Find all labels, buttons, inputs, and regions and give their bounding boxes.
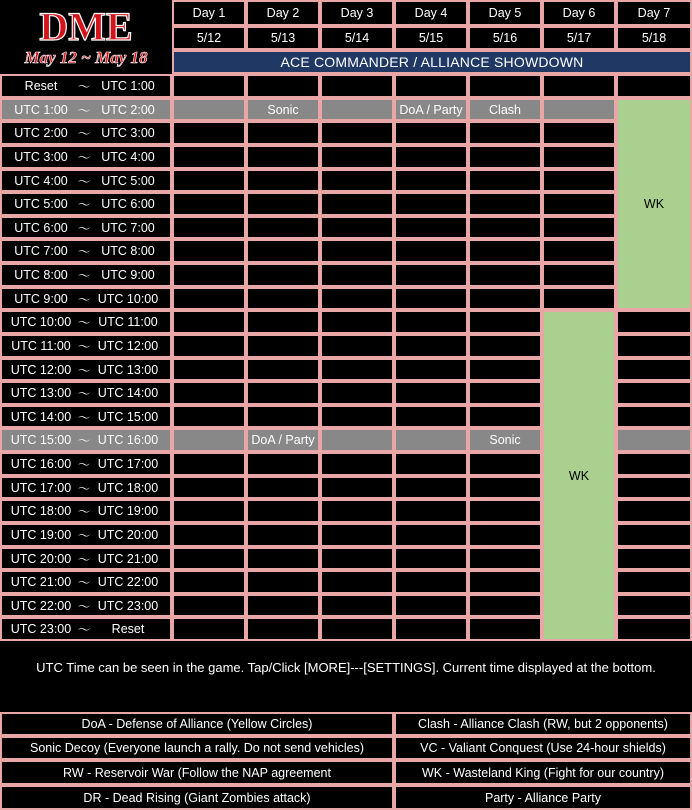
time-to: UTC 6:00: [101, 197, 155, 211]
schedule-cell: [468, 287, 542, 310]
tilde: ～: [77, 552, 91, 567]
time-slot-label: [0, 216, 172, 239]
schedule-cell: [394, 216, 468, 239]
schedule-cell: [246, 145, 320, 169]
schedule-cell: [172, 287, 246, 310]
schedule-cell: [172, 358, 246, 381]
time-from: UTC 2:00: [14, 126, 68, 140]
schedule-cell: [468, 570, 542, 594]
schedule-cell: [616, 428, 692, 452]
schedule-cell: [246, 381, 320, 405]
legend-item: DoA - Defense of Alliance (Yellow Circles): [0, 712, 394, 736]
time-slot-label: [0, 310, 172, 334]
schedule-cell: [468, 310, 542, 334]
schedule-cell: [172, 145, 246, 169]
schedule-cell: [616, 334, 692, 358]
time-slot-label: [0, 74, 172, 98]
time-slot-label: [0, 499, 172, 523]
schedule-cell: [246, 617, 320, 641]
event-banner: ACE COMMANDER / ALLIANCE SHOWDOWN: [172, 50, 692, 74]
time-slot-label: [0, 145, 172, 169]
time-from: Reset: [24, 79, 58, 93]
time-from: UTC 4:00: [14, 173, 68, 188]
schedule-cell: [320, 216, 394, 239]
schedule-cell: [246, 287, 320, 310]
schedule-cell: [542, 74, 616, 98]
time-from: UTC 13:00: [10, 386, 72, 400]
time-slot-label: [0, 570, 172, 594]
time-to: UTC 1:00: [101, 79, 155, 93]
schedule-cell: [320, 547, 394, 570]
schedule-cell: [542, 169, 616, 192]
schedule-cell: [246, 570, 320, 594]
schedule-cell: [468, 334, 542, 358]
schedule-cell: [616, 570, 692, 594]
schedule-cell: [246, 74, 320, 98]
tilde: ～: [77, 151, 91, 165]
schedule-cell: [320, 381, 394, 405]
tilde: ～: [77, 316, 91, 330]
schedule-cell: [320, 523, 394, 547]
time-from: UTC 1:00: [14, 102, 68, 117]
legend-item: RW - Reservoir War (Follow the NAP agreement: [0, 760, 394, 785]
schedule-cell: [468, 121, 542, 145]
event-cell: DoA / Party: [394, 98, 468, 121]
schedule-cell: [468, 617, 542, 641]
time-to: UTC 9:00: [101, 268, 155, 282]
schedule-cell: [468, 145, 542, 169]
day-header: Day 1: [172, 0, 246, 26]
time-to: Reset: [111, 622, 145, 636]
schedule-cell: [246, 405, 320, 428]
tilde: ～: [77, 481, 91, 496]
schedule-cell: [394, 499, 468, 523]
logo-title: DME: [39, 4, 133, 49]
time-to: UTC 12:00: [97, 339, 159, 353]
time-to: UTC 8:00: [101, 244, 155, 258]
time-to: UTC 18:00: [97, 480, 159, 495]
time-to: UTC 5:00: [101, 173, 155, 188]
schedule-cell: [320, 98, 394, 121]
schedule-cell: [246, 334, 320, 358]
schedule-cell: [172, 523, 246, 547]
schedule-cell: [320, 617, 394, 641]
time-from: UTC 20:00: [10, 551, 72, 566]
schedule-cell: [172, 405, 246, 428]
schedule-cell: [320, 452, 394, 476]
schedule-cell: [616, 523, 692, 547]
tilde: ～: [77, 174, 91, 189]
time-to: UTC 20:00: [97, 528, 159, 542]
schedule-cell: [616, 617, 692, 641]
time-from: UTC 22:00: [10, 598, 72, 613]
schedule-cell: [246, 594, 320, 617]
schedule-cell: [320, 594, 394, 617]
schedule-cell: [468, 547, 542, 570]
date-header: 5/17: [542, 26, 616, 50]
time-slot-label: [0, 192, 172, 216]
schedule-cell: [542, 145, 616, 169]
time-from: UTC 9:00: [14, 291, 68, 306]
tilde: ～: [77, 340, 91, 354]
tilde: ～: [77, 292, 91, 307]
time-from: UTC 8:00: [14, 268, 68, 282]
time-slot-label: [0, 239, 172, 263]
schedule-cell: [246, 310, 320, 334]
day-header: Day 2: [246, 0, 320, 26]
schedule-cell: [616, 476, 692, 499]
schedule-cell: [394, 358, 468, 381]
schedule-cell: [320, 499, 394, 523]
schedule-cell: [394, 570, 468, 594]
schedule-cell: [172, 98, 246, 121]
schedule-cell: [320, 334, 394, 358]
time-from: UTC 11:00: [11, 339, 71, 353]
time-to: UTC 17:00: [97, 457, 159, 471]
legend-item: Party - Alliance Party: [394, 785, 692, 810]
time-slot-label: [0, 334, 172, 358]
schedule-cell: [542, 239, 616, 263]
time-slot-label: [0, 523, 172, 547]
time-from: UTC 5:00: [14, 197, 68, 211]
time-from: UTC 12:00: [10, 362, 72, 377]
time-from: UTC 16:00: [10, 457, 72, 471]
schedule-cell: [246, 169, 320, 192]
time-slot-label: [0, 358, 172, 381]
schedule-cell: [542, 121, 616, 145]
schedule-cell: [172, 216, 246, 239]
utc-note: UTC Time can be seen in the game. Tap/Click [MORE]---[SETTINGS]. Current time displayed at the bottom.: [36, 660, 656, 675]
schedule-cell: [320, 263, 394, 287]
day-header: Day 3: [320, 0, 394, 26]
schedule-cell: [320, 570, 394, 594]
schedule-cell: [172, 192, 246, 216]
schedule-cell: [616, 452, 692, 476]
tilde: ～: [77, 505, 91, 519]
tilde: ～: [77, 387, 91, 401]
schedule-cell: [394, 121, 468, 145]
schedule-cell: [172, 121, 246, 145]
schedule-cell: [246, 523, 320, 547]
tilde: ～: [77, 245, 91, 259]
schedule-cell: [394, 523, 468, 547]
schedule-cell: [172, 310, 246, 334]
schedule-cell: [468, 452, 542, 476]
schedule-cell: [172, 570, 246, 594]
event-cell: Sonic: [468, 428, 542, 452]
time-to: UTC 10:00: [97, 291, 159, 306]
schedule-cell: [246, 216, 320, 239]
schedule-cell: [172, 169, 246, 192]
schedule-cell: [320, 169, 394, 192]
tilde: ～: [77, 599, 91, 614]
day-header: Day 4: [394, 0, 468, 26]
schedule-cell: [394, 239, 468, 263]
tilde: ～: [77, 221, 91, 236]
event-cell: DoA / Party: [246, 428, 320, 452]
time-from: UTC 7:00: [14, 244, 68, 258]
schedule-cell: [542, 98, 616, 121]
schedule-cell: [172, 428, 246, 452]
schedule-cell: [394, 617, 468, 641]
schedule-cell: [394, 169, 468, 192]
time-slot-label: [0, 476, 172, 499]
schedule-cell: [320, 476, 394, 499]
day-header: Day 5: [468, 0, 542, 26]
schedule-cell: [320, 287, 394, 310]
schedule-cell: [246, 476, 320, 499]
schedule-cell: [394, 594, 468, 617]
time-slot-label: [0, 287, 172, 310]
wasteland-king-block: WK: [616, 98, 692, 310]
schedule-cell: [394, 547, 468, 570]
schedule-cell: [246, 239, 320, 263]
legend-item: Clash - Alliance Clash (RW, but 2 opponents): [394, 712, 692, 736]
time-slot-label: [0, 121, 172, 145]
time-slot-label: [0, 98, 172, 121]
tilde: ～: [77, 434, 91, 448]
time-slot-label: [0, 381, 172, 405]
schedule-cell: [616, 381, 692, 405]
legend-item: WK - Wasteland King (Fight for our country): [394, 760, 692, 785]
tilde: ～: [77, 103, 91, 118]
time-to: UTC 19:00: [97, 504, 159, 518]
schedule-cell: [172, 499, 246, 523]
schedule-cell: [394, 74, 468, 98]
tilde: ～: [77, 458, 91, 472]
schedule-cell: [246, 358, 320, 381]
schedule-cell: [468, 358, 542, 381]
legend-item: VC - Valiant Conquest (Use 24-hour shields): [394, 736, 692, 760]
date-header: 5/15: [394, 26, 468, 50]
schedule-cell: [468, 381, 542, 405]
date-header: 5/16: [468, 26, 542, 50]
schedule-cell: [246, 121, 320, 145]
time-from: UTC 21:00: [10, 575, 72, 589]
schedule-cell: [320, 358, 394, 381]
legend-item: DR - Dead Rising (Giant Zombies attack): [0, 785, 394, 810]
date-header: 5/12: [172, 26, 246, 50]
day-header: Day 7: [616, 0, 692, 26]
logo-dates: May 12 ~ May 18: [24, 48, 148, 67]
schedule-cell: [468, 192, 542, 216]
time-to: UTC 11:00: [98, 315, 158, 329]
schedule-cell: [320, 192, 394, 216]
schedule-cell: [320, 310, 394, 334]
date-header: 5/14: [320, 26, 394, 50]
schedule-cell: [468, 405, 542, 428]
schedule-cell: [320, 145, 394, 169]
time-to: UTC 14:00: [97, 386, 159, 400]
schedule-cell: [172, 452, 246, 476]
schedule-cell: [394, 145, 468, 169]
tilde: ～: [77, 410, 91, 425]
schedule-cell: [394, 287, 468, 310]
schedule-cell: [172, 239, 246, 263]
schedule-cell: [320, 239, 394, 263]
schedule-cell: [246, 192, 320, 216]
event-cell: Clash: [468, 98, 542, 121]
time-slot-label: [0, 452, 172, 476]
schedule-cell: [468, 74, 542, 98]
time-from: UTC 10:00: [10, 315, 72, 329]
tilde: ～: [77, 269, 91, 283]
time-to: UTC 7:00: [101, 220, 155, 235]
schedule-cell: [468, 499, 542, 523]
schedule-cell: [320, 428, 394, 452]
legend-item: Sonic Decoy (Everyone launch a rally. Do not send vehicles): [0, 736, 394, 760]
time-slot-label: [0, 594, 172, 617]
schedule-cell: [246, 547, 320, 570]
time-from: UTC 19:00: [10, 528, 72, 542]
schedule-cell: [616, 358, 692, 381]
tilde: ～: [77, 363, 91, 378]
time-to: UTC 15:00: [97, 409, 159, 424]
date-header: 5/13: [246, 26, 320, 50]
time-from: UTC 17:00: [10, 480, 72, 495]
schedule-cell: [172, 263, 246, 287]
tilde: ～: [77, 623, 91, 637]
schedule-cell: [616, 499, 692, 523]
day-header: Day 6: [542, 0, 616, 26]
schedule-cell: [172, 74, 246, 98]
tilde: ～: [77, 127, 91, 141]
schedule-cell: [468, 216, 542, 239]
wasteland-king-block: WK: [542, 310, 616, 641]
schedule-cell: [468, 594, 542, 617]
schedule-cell: [542, 263, 616, 287]
schedule-cell: [172, 381, 246, 405]
schedule-cell: [468, 263, 542, 287]
schedule-cell: [616, 405, 692, 428]
time-from: UTC 3:00: [14, 150, 68, 164]
schedule-cell: [394, 381, 468, 405]
schedule-cell: [542, 287, 616, 310]
schedule-cell: [320, 121, 394, 145]
time-slot-label: [0, 405, 172, 428]
schedule-cell: [172, 547, 246, 570]
time-to: UTC 21:00: [97, 551, 159, 566]
schedule-cell: [394, 428, 468, 452]
schedule-cell: [246, 263, 320, 287]
schedule-cell: [394, 192, 468, 216]
time-slot-label: [0, 169, 172, 192]
tilde: ～: [77, 529, 91, 543]
schedule-cell: [246, 499, 320, 523]
schedule-cell: [394, 310, 468, 334]
schedule-cell: [468, 476, 542, 499]
schedule-cell: [616, 74, 692, 98]
schedule-cell: [468, 523, 542, 547]
time-slot-label: [0, 617, 172, 641]
time-from: UTC 18:00: [10, 504, 72, 518]
event-cell: Sonic: [246, 98, 320, 121]
dme-logo: [0, 0, 172, 72]
schedule-cell: [320, 74, 394, 98]
tilde: ～: [77, 576, 91, 590]
schedule-cell: [246, 452, 320, 476]
schedule-cell: [394, 405, 468, 428]
schedule-cell: [542, 192, 616, 216]
schedule-cell: [616, 310, 692, 334]
schedule-cell: [320, 405, 394, 428]
time-to: UTC 13:00: [97, 362, 159, 377]
tilde: ～: [77, 80, 91, 94]
schedule-cell: [394, 476, 468, 499]
schedule-cell: [172, 334, 246, 358]
schedule-cell: [394, 263, 468, 287]
schedule-cell: [172, 617, 246, 641]
time-from: UTC 14:00: [10, 409, 72, 424]
schedule-cell: [616, 547, 692, 570]
time-from: UTC 23:00: [10, 622, 72, 636]
schedule-cell: [468, 239, 542, 263]
schedule-cell: [542, 216, 616, 239]
schedule-cell: [172, 594, 246, 617]
schedule-cell: [616, 594, 692, 617]
time-slot-label: [0, 428, 172, 452]
time-to: UTC 23:00: [97, 598, 159, 613]
time-to: UTC 3:00: [101, 126, 155, 140]
time-to: UTC 16:00: [97, 433, 159, 447]
time-to: UTC 22:00: [97, 575, 159, 589]
schedule-cell: [394, 452, 468, 476]
time-from: UTC 15:00: [10, 433, 72, 447]
time-to: UTC 2:00: [101, 102, 155, 117]
time-to: UTC 4:00: [101, 150, 155, 164]
time-from: UTC 6:00: [14, 220, 68, 235]
date-header: 5/18: [616, 26, 692, 50]
time-slot-label: [0, 263, 172, 287]
schedule-cell: [172, 476, 246, 499]
schedule-cell: [468, 169, 542, 192]
tilde: ～: [77, 198, 91, 212]
time-slot-label: [0, 547, 172, 570]
schedule-cell: [394, 334, 468, 358]
